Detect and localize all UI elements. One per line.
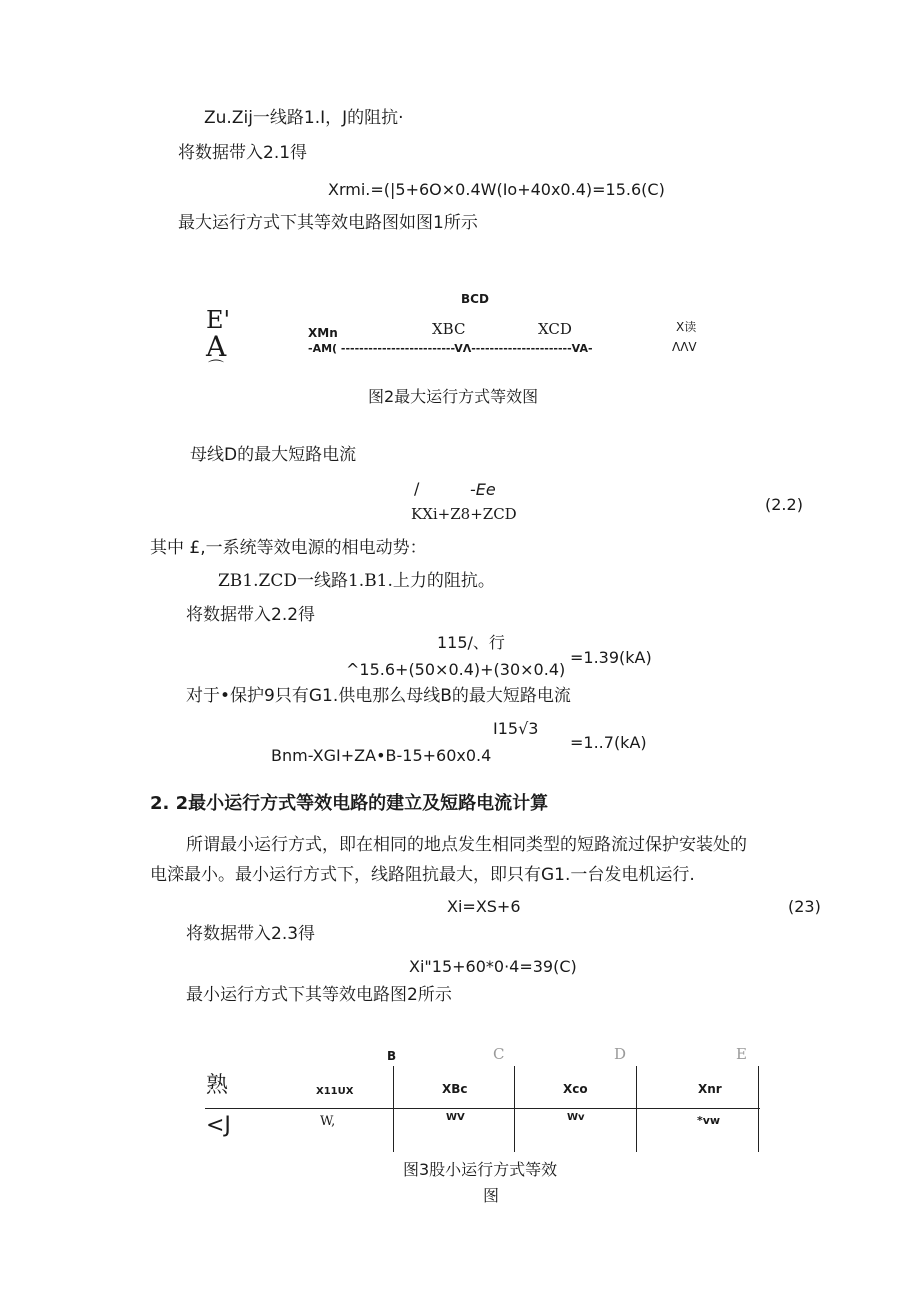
min-mode-fig-text: 最小运行方式下其等效电路图2所示 xyxy=(186,985,452,1005)
calc2-denominator: Bnm-XGI+ZA•B-15+60x0.4 xyxy=(271,746,492,765)
eq22-num-left: / xyxy=(414,479,420,498)
fig2-top-label: BCD xyxy=(461,292,489,306)
fig3-bus-e-label: E xyxy=(736,1045,747,1063)
calc1-denominator: ^15.6+(50×0.4)+(30×0.4) xyxy=(346,660,566,679)
section-heading-2-2: 2. 2最小运行方式等效电路的建立及短路电流计算 xyxy=(150,793,549,814)
fig3-bus-c-label: C xyxy=(493,1045,505,1063)
fig3-xco-label: Xco xyxy=(563,1082,588,1096)
bus-d-max-text: 母线D的最大短路电流 xyxy=(190,445,357,465)
fig3-bus-b-label: B xyxy=(387,1049,397,1063)
fig2-caption: 图2最大运行方式等效图 xyxy=(368,387,539,406)
fig3-x-src-label: X11UX xyxy=(316,1086,354,1097)
substitute-21-text: 将数据带入2.1得 xyxy=(178,143,308,163)
fig3-bus-c-line xyxy=(514,1066,515,1152)
fig3-left-glyph-1: 熟 xyxy=(206,1073,229,1098)
calc1-result: =1.39(kA) xyxy=(570,648,652,667)
fig2-source-glyph-2: A xyxy=(206,330,227,363)
fig3-bus-d-label: D xyxy=(614,1045,627,1063)
fig2-xmn-label: XMn xyxy=(308,326,338,340)
eq23-number: (23) xyxy=(788,897,821,916)
line-impedance-text: Zu.Zij一线路1.I，J的阻抗· xyxy=(204,108,404,128)
eq22-denominator: KXi+Z8+ZCD xyxy=(411,505,517,523)
calc2-result: =1..7(kA) xyxy=(570,733,647,752)
fig3-resistor-3: Wv xyxy=(567,1112,585,1123)
fig3-xbc-label: XBc xyxy=(442,1082,468,1096)
fig3-bus-d-line xyxy=(636,1066,637,1152)
fig3-resistor-2: WV xyxy=(446,1112,465,1123)
substitute-23-text: 将数据带入2.3得 xyxy=(186,924,316,944)
calc2-numerator: I15√3 xyxy=(493,719,539,738)
min-mode-text-1: 所谓最小运行方式，即在相同的地点发生相同类型的短路流过保护安装处的 xyxy=(186,835,747,855)
protect9-text: 对于•保护9只有G1.供电那么母线B的最大短路电流 xyxy=(186,686,571,706)
equation-x-rmi: Xrmi.=(|5+6O×0.4W(Io+40x0.4)=15.6(C) xyxy=(328,180,665,199)
min-mode-text-2: 电滦最小。最小运行方式下，线路阻抗最大，即只有G1.一台发电机运行. xyxy=(150,865,695,885)
fig3-bus-b-line xyxy=(393,1066,394,1152)
eq23-expression: Xi=XS+6 xyxy=(447,897,521,916)
fig3-xnr-label: Xnr xyxy=(698,1082,722,1096)
equation-xi: Xi"15+60*0·4=39(C) xyxy=(409,957,577,976)
max-mode-intro-text: 最大运行方式下其等效电路图如图1所示 xyxy=(178,213,478,233)
fig2-wire-right: ΛΛV xyxy=(672,340,697,354)
fig3-caption-line-2: 图 xyxy=(483,1186,500,1205)
fig3-resistor-1: W, xyxy=(320,1114,336,1129)
fig3-left-glyph-2: <J xyxy=(206,1113,231,1138)
fig2-wire-line: -AM( -------------------------VΛ----------------------VA- xyxy=(308,342,593,355)
fig3-bus-e-line xyxy=(758,1066,759,1152)
eq22-num-right: -Ee xyxy=(470,480,496,499)
fig2-xbc-label: XBC xyxy=(432,320,466,338)
zb1-text: ZB1.ZCD一线路1.B1.上力的阻抗。 xyxy=(218,571,495,591)
fig2-source-glyph-3: ⌒ xyxy=(208,358,225,377)
fig2-xcd-label: XCD xyxy=(538,320,572,338)
calc1-numerator: 115/、行 xyxy=(437,633,505,652)
fig2-source-glyph-1: E' xyxy=(206,306,231,334)
fig3-main-wire xyxy=(205,1108,760,1109)
where-text: 其中 £,一系统等效电源的相电动势： xyxy=(150,538,427,558)
substitute-22-text: 将数据带入2.2得 xyxy=(186,605,316,625)
fig2-x-right-label: X读 xyxy=(676,320,697,334)
eq22-number: (2.2) xyxy=(765,495,803,514)
fig3-resistor-4: *vw xyxy=(697,1114,721,1127)
fig3-caption-line-1: 图3股小运行方式等效 xyxy=(403,1160,558,1179)
